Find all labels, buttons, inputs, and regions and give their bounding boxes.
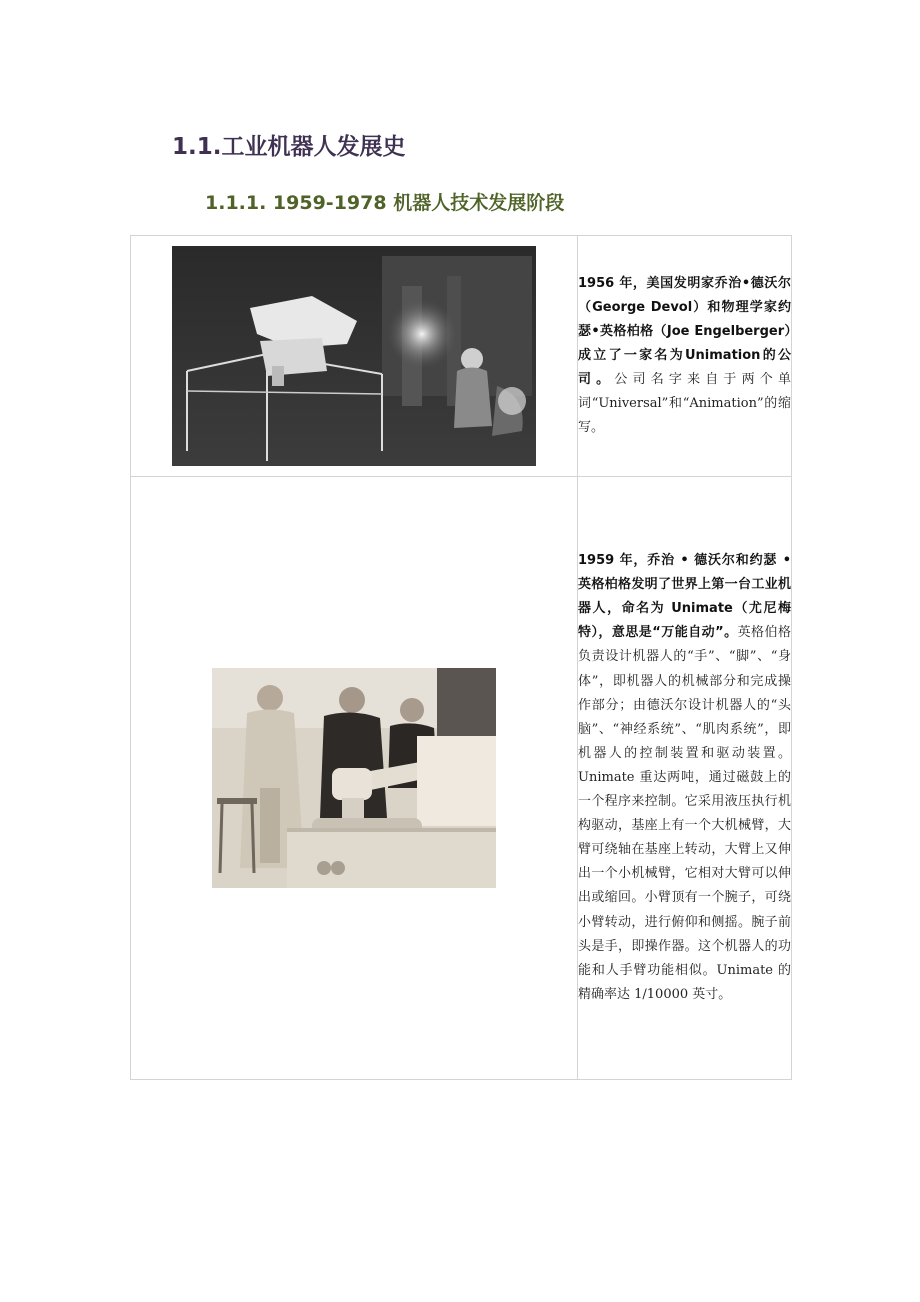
image-cell <box>131 477 578 1080</box>
paragraph-1959 <box>578 549 791 1007</box>
bold-lead: 1959 年，乔治 • 德沃尔和约瑟 • 英格柏格发明了世界上第一台工业机器人，命名为 Unimate（尤尼梅特），意思是“万能自动”。 <box>578 553 791 641</box>
table-row <box>131 236 792 477</box>
unimate-inventors-photo <box>212 668 496 888</box>
body-text: 公司名字来自于两个单词“Universal”和“Animation”的缩写。 <box>578 372 791 436</box>
table-row <box>131 477 792 1080</box>
text-cell <box>578 477 792 1080</box>
image-cell <box>131 236 578 477</box>
body-text: 英格伯格负责设计机器人的“手”、“脚”、“身体”，即机器人的机械部分和完成操作部分；由德沃尔设计机器人的“头脑”、“神经系统”、“肌肉系统”，即机器人的控制装置和驱动装置。Unimate 重达两吨，通过磁鼓上的一个程序来控制。它采用液压执行机构驱动，基座上有一个大机械臂，大臂可绕轴在基座上转动，大臂上又伸出一个小机械臂，它相对大臂可以伸出或缩回。小臂顶有一个腕子，可绕小臂转动，进行俯仰和侧摇。腕子前头是手，即操作器。这个机器人的功能和人手臂功能相似。Unimate 的精确率达 1/10000 英寸。 <box>578 625 791 1002</box>
bold-lead: 1956 年，美国发明家乔治•德沃尔（George Devol）和物理学家约瑟•英格柏格（Joe Engelberger）成立了一家名为Unimation的公司。 <box>578 275 791 388</box>
section-heading: 1.1.工业机器人发展史 <box>172 134 406 160</box>
text-cell <box>578 236 792 477</box>
content-table <box>130 235 792 1080</box>
subsection-heading: 1.1.1. 1959-1978 机器人技术发展阶段 <box>205 192 565 214</box>
factory-robot-photo <box>172 246 536 466</box>
paragraph-1956 <box>578 272 791 441</box>
